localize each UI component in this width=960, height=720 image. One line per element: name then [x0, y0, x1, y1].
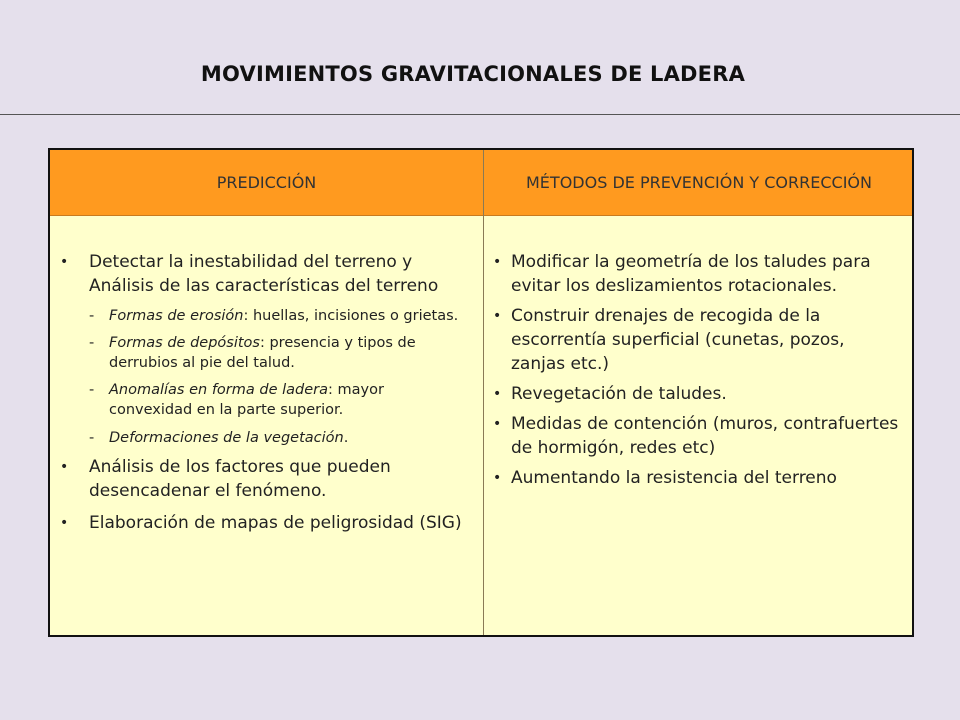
bullet-icon: • — [60, 515, 69, 531]
dash-icon: - — [89, 335, 95, 351]
list-item — [484, 250, 904, 298]
list-item — [50, 250, 470, 448]
header-metodos: MÉTODOS DE PREVENCIÓN Y CORRECCIÓN — [526, 172, 872, 192]
bullet-icon: • — [60, 459, 69, 475]
sub-list-item — [89, 333, 470, 373]
sub-item-desc: . — [343, 430, 349, 446]
list-item-text: Detectar la inestabilidad del terreno y Análisis de las características del terreno — [89, 252, 439, 296]
list-item-text: Construir drenajes de recogida de la escorrentía superficial (cunetas, pozos, zanjas etc.) — [511, 306, 845, 374]
list-item-text: Análisis de los factores que pueden desencadenar el fenómeno. — [89, 457, 391, 501]
header-prediccion: PREDICCIÓN — [216, 172, 317, 192]
slide-title: MOVIMIENTOS GRAVITACIONALES DE LADERA — [200, 62, 746, 86]
sub-item-desc: : mayor convexidad en la parte superior. — [109, 382, 384, 418]
list-item-text: Medidas de contención (muros, contrafuertes de hormigón, redes etc) — [511, 414, 899, 458]
sub-list-item — [89, 380, 470, 420]
sub-item-term: Anomalías en forma de ladera — [109, 382, 328, 398]
metodos-list — [484, 250, 904, 496]
list-item-text: Modificar la geometría de los taludes para evitar los deslizamientos rotacionales. — [511, 252, 871, 296]
bullet-icon: • — [493, 386, 502, 402]
sub-list — [89, 306, 470, 448]
sub-item-term: Formas de depósitos — [109, 335, 260, 351]
sub-list-item — [89, 428, 470, 448]
sub-item-desc: : huellas, incisiones o grietas. — [243, 308, 459, 324]
bullet-icon: • — [493, 470, 502, 486]
title-divider — [0, 114, 960, 115]
list-item — [50, 511, 470, 535]
list-item — [484, 382, 904, 406]
sub-item-term: Deformaciones de la vegetación — [109, 430, 344, 446]
bullet-icon: • — [493, 416, 502, 432]
sub-item-desc: : presencia y tipos de derrubios al pie del talud. — [109, 335, 416, 371]
list-item-text: Elaboración de mapas de peligrosidad (SIG) — [89, 513, 462, 533]
prediccion-cell — [50, 216, 483, 635]
dash-icon: - — [89, 382, 95, 398]
bullet-icon: • — [60, 254, 69, 270]
prediccion-list — [50, 250, 470, 535]
metodos-cell — [484, 216, 914, 635]
comparison-table — [48, 148, 914, 637]
dash-icon: - — [89, 430, 95, 446]
list-item — [484, 466, 904, 490]
list-item — [50, 455, 470, 503]
list-item — [484, 304, 904, 376]
sub-item-term: Formas de erosión — [109, 308, 244, 324]
bullet-icon: • — [493, 308, 502, 324]
list-item-text: Aumentando la resistencia del terreno — [511, 468, 837, 488]
list-item-text: Revegetación de taludes. — [511, 384, 727, 404]
bullet-icon: • — [493, 254, 502, 270]
list-item — [484, 412, 904, 460]
sub-list-item — [89, 306, 470, 326]
table-header-row — [50, 150, 912, 216]
dash-icon: - — [89, 308, 95, 324]
